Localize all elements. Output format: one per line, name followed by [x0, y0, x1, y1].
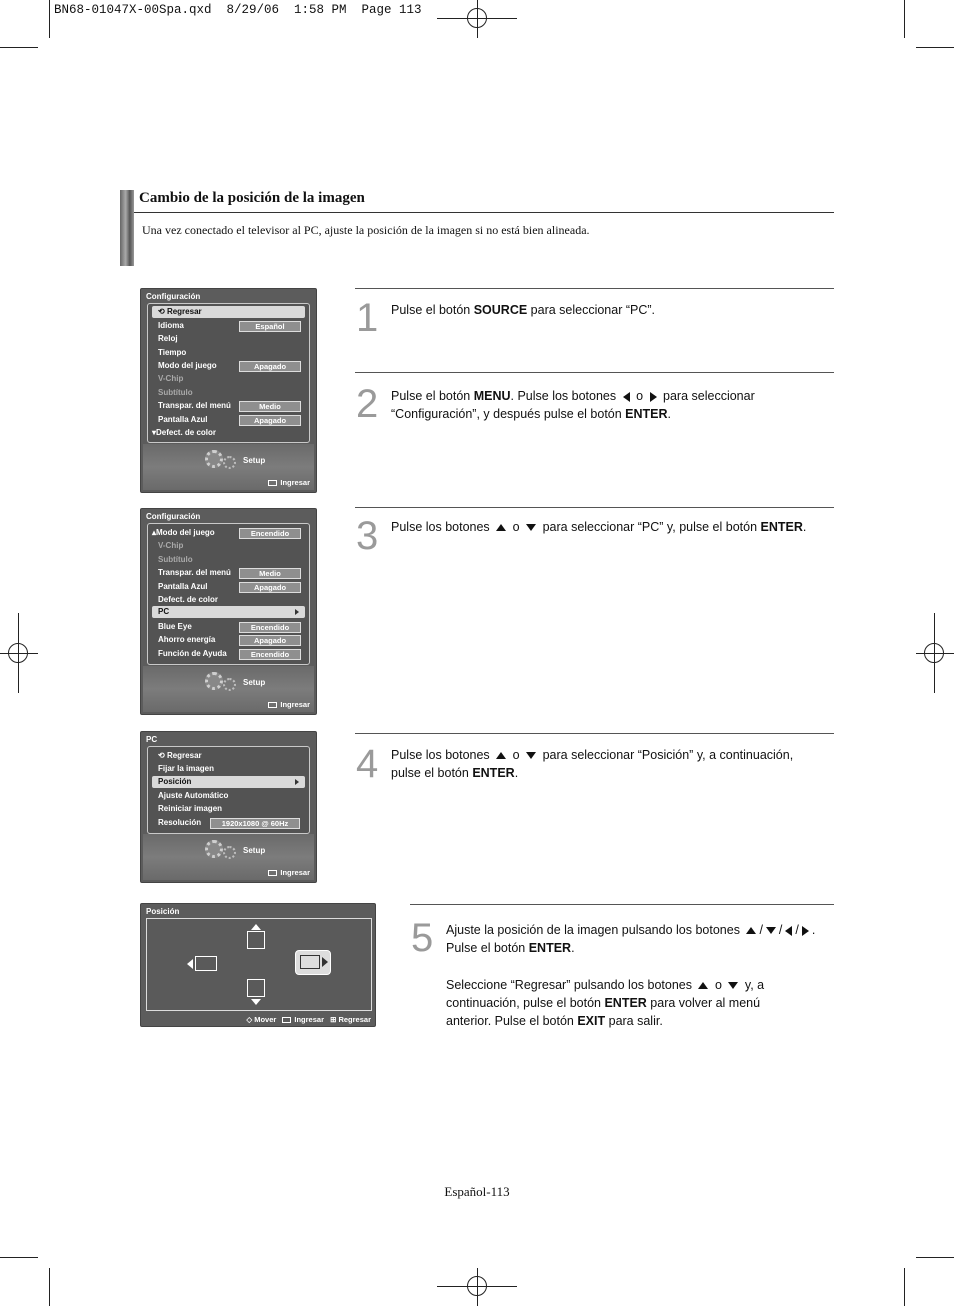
position-left-icon[interactable]: [195, 956, 217, 971]
down-arrow-icon: [766, 927, 776, 934]
menu-item-pantalla-azul[interactable]: Pantalla Azul Apagado: [152, 414, 305, 426]
osd-posicion-screen: [140, 903, 376, 1027]
up-arrow-icon: [496, 752, 506, 759]
return-icon: ⟲: [158, 751, 167, 760]
print-header-line: BN68-01047X-00Spa.qxd 8/29/06 1:58 PM Page 113: [54, 3, 422, 17]
menu-item-regresar[interactable]: ⟲ Regresar: [152, 306, 305, 318]
step-divider: [410, 904, 834, 905]
menu-item-pc[interactable]: PC: [152, 606, 305, 618]
crop-mark: [904, 0, 905, 38]
crop-mark: [904, 1268, 905, 1306]
return-icon: ⊞: [330, 1015, 339, 1024]
step-divider: [355, 507, 834, 508]
crop-mark: [916, 1257, 954, 1258]
menu-item-posicion[interactable]: Posición: [152, 776, 305, 788]
menu-item-resolucion: Resolución 1920x1080 @ 60Hz: [152, 817, 305, 829]
gear-icon: [205, 672, 223, 690]
menu-item-blue-eye[interactable]: Blue Eye Encendido: [152, 621, 305, 633]
menu-item-subtitulo: Subtítulo: [158, 555, 193, 564]
menu-item-idioma[interactable]: Idioma Español: [152, 320, 305, 332]
submenu-arrow-icon: [295, 779, 299, 785]
crop-mark: [916, 47, 954, 48]
step-number: 3: [356, 514, 379, 558]
registration-mark: [467, 1276, 487, 1296]
section-intro: Una vez conectado el televisor al PC, ajuste la posición de la imagen si no está bien alineada.: [142, 223, 590, 237]
menu-item-modo-juego[interactable]: Modo del juego Apagado: [152, 360, 305, 372]
value-badge: Apagado: [239, 635, 301, 646]
value-badge: Apagado: [239, 361, 301, 372]
enter-hint: Ingresar: [268, 478, 310, 487]
enter-hint: Ingresar: [268, 700, 310, 709]
down-arrow-icon: [526, 524, 536, 531]
crop-mark: [0, 1257, 38, 1258]
value-badge: Encendido: [239, 622, 301, 633]
step-2-text: Pulse el botón MENU. Pulse los botones o para seleccionar “Configuración”, y después pulse el botón ENTER.: [391, 389, 755, 421]
step-1-text: Pulse el botón SOURCE para seleccionar “PC”.: [391, 303, 656, 317]
enter-icon: [282, 1017, 291, 1023]
up-arrow-icon: [496, 524, 506, 531]
value-badge: Apagado: [239, 582, 301, 593]
gear-icon: [205, 450, 223, 468]
menu-item-defect-color[interactable]: ▾Defect. de color: [152, 428, 217, 437]
enter-hint: Ingresar: [268, 868, 310, 877]
menu-item-reloj[interactable]: Reloj: [158, 334, 178, 343]
menu-item-fijar-imagen[interactable]: Fijar la imagen: [158, 764, 215, 773]
down-arrow-icon: [251, 999, 261, 1005]
down-arrow-icon: [526, 752, 536, 759]
osd-menu-panel: [147, 303, 310, 443]
value-badge: Encendido: [239, 649, 301, 660]
position-right-icon: [300, 955, 320, 969]
step-number: 2: [356, 382, 379, 426]
osd-footer: [143, 834, 314, 880]
left-arrow-icon: [785, 926, 792, 936]
up-arrow-icon: [698, 982, 708, 989]
registration-mark: [467, 8, 487, 28]
crop-mark: [49, 0, 50, 38]
step-number: 5: [411, 916, 434, 960]
gear-icon: [223, 846, 236, 859]
section-divider: [134, 212, 834, 213]
up-arrow-icon: [251, 924, 261, 930]
move-icon: ◇: [246, 1015, 255, 1024]
osd-title: Posición: [146, 907, 180, 916]
menu-item-subtitulo: Subtítulo: [158, 388, 193, 397]
menu-item-funcion-ayuda[interactable]: Función de Ayuda Encendido: [152, 648, 305, 660]
menu-item-defect-color[interactable]: Defect. de color: [158, 595, 219, 604]
registration-mark: [8, 643, 28, 663]
osd-title: Configuración: [146, 292, 201, 301]
osd-menu-panel: [147, 523, 310, 665]
osd-footer: [143, 444, 314, 490]
crop-mark: [49, 1268, 50, 1306]
osd-pc-screen: [140, 731, 317, 883]
position-adjust-panel: [146, 918, 372, 1011]
menu-item-tiempo[interactable]: Tiempo: [158, 348, 187, 357]
resolution-badge: 1920x1080 @ 60Hz: [210, 818, 300, 829]
section-accent-bar: [120, 190, 134, 266]
scroll-up-icon: ▴: [152, 528, 157, 537]
menu-item-modo-juego[interactable]: ▴Modo del juego Encendido: [152, 527, 305, 539]
menu-item-ahorro-energia[interactable]: Ahorro energía Apagado: [152, 634, 305, 646]
step-3-text: Pulse los botones o para seleccionar “PC” y, pulse el botón ENTER.: [391, 520, 807, 534]
left-arrow-icon: [623, 392, 630, 402]
crop-mark: [0, 47, 38, 48]
step-divider: [355, 288, 834, 289]
submenu-arrow-icon: [295, 609, 299, 615]
menu-item-reiniciar-imagen[interactable]: Reiniciar imagen: [158, 804, 223, 813]
step-divider: [355, 372, 834, 373]
menu-item-transpar[interactable]: Transpar. del menú Medio: [152, 567, 305, 579]
osd-title: Configuración: [146, 512, 201, 521]
enter-icon: [268, 702, 277, 708]
value-badge: Español: [239, 321, 301, 332]
up-arrow-icon: [746, 927, 756, 934]
setup-label: Setup: [243, 846, 266, 855]
value-badge: Apagado: [239, 415, 301, 426]
position-up-icon[interactable]: [247, 931, 265, 949]
return-icon: ⟲: [158, 307, 167, 316]
menu-item-transpar[interactable]: Transpar. del menú Medio: [152, 400, 305, 412]
osd-configuracion-screen: [140, 288, 317, 493]
menu-item-ajuste-automatico[interactable]: Ajuste Automático: [158, 791, 229, 800]
gear-icon: [223, 456, 236, 469]
setup-label: Setup: [243, 456, 266, 465]
left-arrow-icon: [187, 959, 193, 969]
enter-icon: [268, 870, 277, 876]
osd-hints: ◇ Mover Ingresar ⊞ Regresar: [246, 1015, 371, 1024]
menu-item-regresar[interactable]: ⟲ Regresar: [158, 751, 202, 760]
step-number: 4: [356, 742, 379, 786]
value-badge: Encendido: [239, 528, 301, 539]
registration-mark: [924, 643, 944, 663]
setup-label: Setup: [243, 678, 266, 687]
page-number: Español-113: [444, 1184, 510, 1199]
section-title: Cambio de la posición de la imagen: [139, 190, 365, 206]
enter-icon: [268, 480, 277, 486]
gear-icon: [205, 840, 223, 858]
scroll-down-icon: ▾: [152, 428, 157, 437]
down-arrow-icon: [728, 982, 738, 989]
gear-icon: [223, 678, 236, 691]
menu-item-vchip: V-Chip: [158, 374, 184, 383]
value-badge: Medio: [239, 568, 301, 579]
step-5-text: Ajuste la posición de la imagen pulsando los botones / / / . Pulse el botón ENTER. Seleccione “Regresar” pulsando los botones o y, a continuación, pulse el botón ENTER para volver al menú anterior. Pulse el botón EXIT para salir.: [446, 923, 816, 1028]
value-badge: Medio: [239, 401, 301, 412]
osd-footer: [143, 666, 314, 712]
right-arrow-icon: [650, 392, 657, 402]
step-divider: [355, 733, 834, 734]
position-down-icon[interactable]: [247, 979, 265, 997]
menu-item-vchip: V-Chip: [158, 541, 184, 550]
step-4-text: Pulse los botones o para seleccionar “Posición” y, a continuación, pulse el botón ENTER.: [391, 748, 794, 780]
menu-item-pantalla-azul[interactable]: Pantalla Azul Apagado: [152, 581, 305, 593]
right-arrow-icon: [802, 926, 809, 936]
osd-title: PC: [146, 735, 158, 744]
osd-configuracion-pc-screen: [140, 508, 317, 715]
osd-menu-panel: [147, 746, 310, 834]
step-number: 1: [356, 296, 379, 340]
right-arrow-icon: [322, 957, 328, 967]
